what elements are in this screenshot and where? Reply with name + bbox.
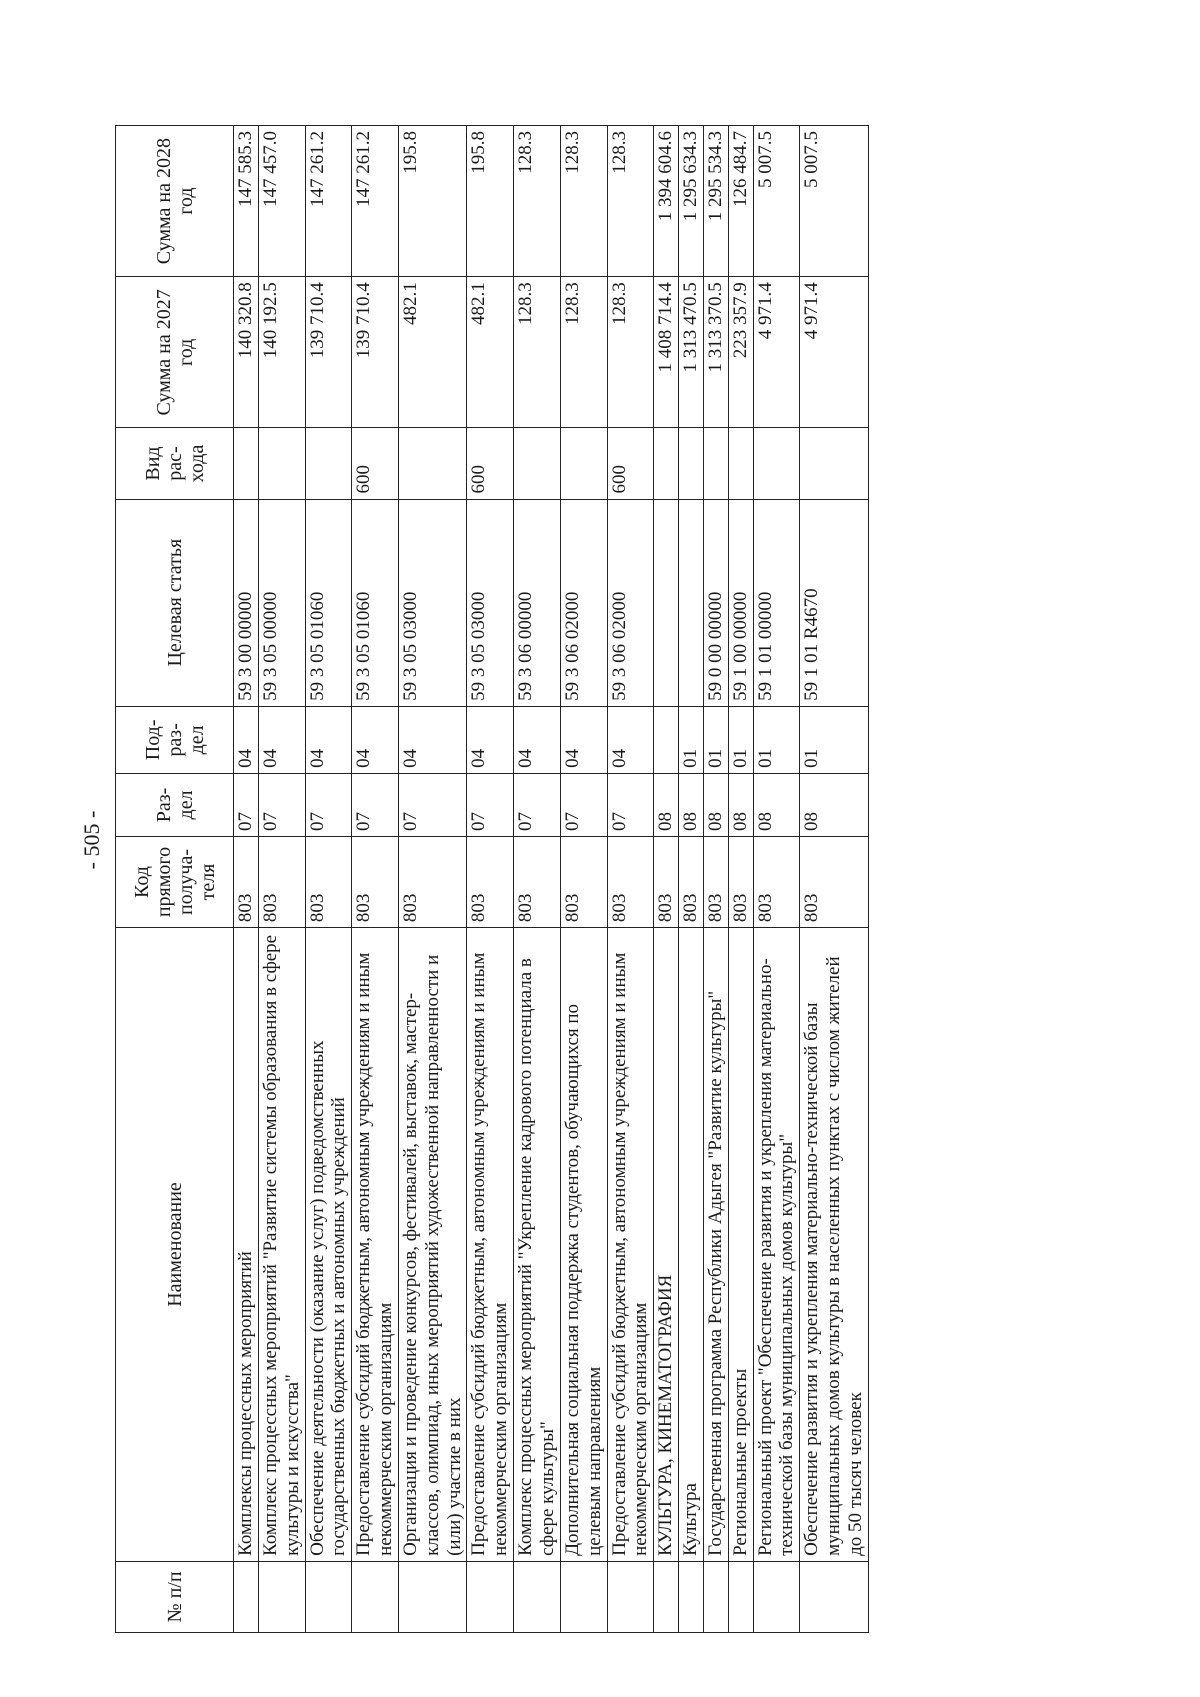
cell-expense-type (703, 428, 728, 499)
cell-expense-type: 600 (607, 428, 654, 499)
cell-podrazdel: 04 (398, 706, 467, 773)
cell-name: Региональный проект "Обеспечение развития и укрепления материально-технической базы муниципальных домов культуры" (753, 928, 800, 1562)
cell-podrazdel: 04 (607, 706, 654, 773)
cell-sum-2027: 140 320.8 (234, 277, 259, 428)
cell-sum-2028: 147 457.0 (258, 126, 305, 277)
cell-podrazdel: 04 (467, 706, 514, 773)
cell-target-article (679, 499, 704, 706)
header-razdel: Раз-дел (116, 773, 234, 836)
cell-sum-2027: 139 710.4 (305, 277, 352, 428)
cell-code: 803 (679, 836, 704, 927)
cell-razdel: 07 (514, 773, 561, 836)
cell-num (352, 1561, 399, 1632)
cell-num (560, 1561, 607, 1632)
table-row (703, 126, 728, 1633)
cell-target-article: 59 3 06 02000 (560, 499, 607, 706)
cell-num (728, 1561, 753, 1632)
cell-sum-2027: 139 710.4 (352, 277, 399, 428)
header-code: Код прямого получа-теля (116, 836, 234, 927)
table-row (398, 126, 467, 1633)
cell-code: 803 (703, 836, 728, 927)
cell-sum-2027: 482.1 (467, 277, 514, 428)
cell-sum-2028: 126 484.7 (728, 126, 753, 277)
table-row (607, 126, 654, 1633)
cell-name: Комплексы процессных мероприятий (234, 928, 259, 1562)
cell-podrazdel (654, 706, 679, 773)
cell-target-article: 59 3 05 00000 (258, 499, 305, 706)
cell-target-article (654, 499, 679, 706)
cell-razdel: 07 (258, 773, 305, 836)
cell-expense-type (258, 428, 305, 499)
cell-code: 803 (753, 836, 800, 927)
cell-razdel: 07 (234, 773, 259, 836)
table-header-row (116, 126, 234, 1633)
cell-razdel: 08 (703, 773, 728, 836)
cell-code: 803 (234, 836, 259, 927)
table-row (560, 126, 607, 1633)
cell-code: 803 (467, 836, 514, 927)
cell-sum-2028: 147 585.3 (234, 126, 259, 277)
cell-name: Организация и проведение конкурсов, фестивалей, выставок, мастер-классов, олимпиад, иных мероприятий художественной направленности и (или) участие в них (398, 928, 467, 1562)
cell-sum-2027: 1 408 714.4 (654, 277, 679, 428)
cell-name: Предоставление субсидий бюджетным, автономным учреждениям и иным некоммерческим организациям (352, 928, 399, 1562)
cell-name: Дополнительная социальная поддержка студентов, обучающихся по целевым направлениям (560, 928, 607, 1562)
cell-num (800, 1561, 869, 1632)
cell-name: КУЛЬТУРА, КИНЕМАТОГРАФИЯ (654, 928, 679, 1562)
cell-podrazdel: 04 (305, 706, 352, 773)
table-row (800, 126, 869, 1633)
cell-code: 803 (352, 836, 399, 927)
cell-target-article: 59 3 06 02000 (607, 499, 654, 706)
cell-num (703, 1561, 728, 1632)
cell-podrazdel: 01 (703, 706, 728, 773)
cell-expense-type (398, 428, 467, 499)
cell-expense-type (234, 428, 259, 499)
cell-sum-2028: 195.8 (467, 126, 514, 277)
cell-razdel: 08 (654, 773, 679, 836)
cell-expense-type: 600 (352, 428, 399, 499)
cell-sum-2027: 482.1 (398, 277, 467, 428)
cell-num (467, 1561, 514, 1632)
cell-sum-2027: 4 971.4 (800, 277, 869, 428)
cell-expense-type (800, 428, 869, 499)
table-row (753, 126, 800, 1633)
cell-podrazdel: 04 (258, 706, 305, 773)
cell-sum-2027: 4 971.4 (753, 277, 800, 428)
cell-target-article: 59 3 05 01060 (352, 499, 399, 706)
cell-sum-2027: 128.3 (514, 277, 561, 428)
budget-table (115, 125, 869, 1633)
cell-razdel: 08 (753, 773, 800, 836)
cell-razdel: 07 (560, 773, 607, 836)
cell-sum-2028: 1 295 634.3 (679, 126, 704, 277)
cell-sum-2027: 128.3 (607, 277, 654, 428)
cell-num (607, 1561, 654, 1632)
cell-code: 803 (305, 836, 352, 927)
cell-expense-type (728, 428, 753, 499)
cell-razdel: 08 (800, 773, 869, 836)
cell-podrazdel: 01 (728, 706, 753, 773)
table-row (234, 126, 259, 1633)
cell-num (258, 1561, 305, 1632)
cell-target-article: 59 3 06 00000 (514, 499, 561, 706)
cell-num (305, 1561, 352, 1632)
cell-code: 803 (607, 836, 654, 927)
cell-razdel: 07 (398, 773, 467, 836)
cell-podrazdel: 04 (234, 706, 259, 773)
cell-target-article: 59 1 01 R4670 (800, 499, 869, 706)
cell-sum-2027: 1 313 470.5 (679, 277, 704, 428)
cell-sum-2028: 128.3 (607, 126, 654, 277)
cell-target-article: 59 3 05 03000 (398, 499, 467, 706)
table-row (305, 126, 352, 1633)
table-row (728, 126, 753, 1633)
cell-sum-2028: 147 261.2 (352, 126, 399, 277)
header-sum-2027: Сумма на 2027 год (116, 277, 234, 428)
cell-sum-2028: 128.3 (514, 126, 561, 277)
cell-sum-2028: 1 394 604.6 (654, 126, 679, 277)
cell-code: 803 (728, 836, 753, 927)
cell-sum-2027: 128.3 (560, 277, 607, 428)
cell-razdel: 07 (305, 773, 352, 836)
cell-razdel: 07 (607, 773, 654, 836)
cell-expense-type (753, 428, 800, 499)
header-num: № п/п (116, 1561, 234, 1632)
table-container (115, 125, 1165, 1633)
cell-num (234, 1561, 259, 1632)
cell-target-article: 59 3 05 03000 (467, 499, 514, 706)
cell-razdel: 08 (728, 773, 753, 836)
cell-num (753, 1561, 800, 1632)
cell-target-article: 59 1 01 00000 (753, 499, 800, 706)
cell-sum-2028: 128.3 (560, 126, 607, 277)
cell-podrazdel: 04 (352, 706, 399, 773)
cell-num (398, 1561, 467, 1632)
cell-sum-2027: 223 357.9 (728, 277, 753, 428)
cell-podrazdel: 01 (679, 706, 704, 773)
cell-target-article: 59 0 00 00000 (703, 499, 728, 706)
cell-num (679, 1561, 704, 1632)
cell-expense-type: 600 (467, 428, 514, 499)
cell-expense-type (654, 428, 679, 499)
cell-sum-2028: 5 007.5 (753, 126, 800, 277)
cell-razdel: 07 (352, 773, 399, 836)
table-row (258, 126, 305, 1633)
cell-num (514, 1561, 561, 1632)
cell-name: Региональные проекты (728, 928, 753, 1562)
cell-sum-2028: 5 007.5 (800, 126, 869, 277)
cell-name: Предоставление субсидий бюджетным, автономным учреждениям и иным некоммерческим организациям (467, 928, 514, 1562)
cell-code: 803 (398, 836, 467, 927)
cell-num (654, 1561, 679, 1632)
cell-name: Комплекс процессных мероприятий "Укрепление кадрового потенциала в сфере культуры" (514, 928, 561, 1562)
cell-code: 803 (560, 836, 607, 927)
cell-expense-type (514, 428, 561, 499)
cell-name: Предоставление субсидий бюджетным, автономным учреждениям и иным некоммерческим организациям (607, 928, 654, 1562)
cell-podrazdel: 01 (753, 706, 800, 773)
cell-podrazdel: 01 (800, 706, 869, 773)
cell-target-article: 59 3 00 00000 (234, 499, 259, 706)
cell-name: Комплекс процессных мероприятий "Развитие системы образования в сфере культуры и искусства" (258, 928, 305, 1562)
cell-code: 803 (514, 836, 561, 927)
cell-expense-type (305, 428, 352, 499)
header-podrazdel: Под-раз-дел (116, 706, 234, 773)
cell-podrazdel: 04 (514, 706, 561, 773)
header-sum-2028: Сумма на 2028 год (116, 126, 234, 277)
cell-target-article: 59 3 05 01060 (305, 499, 352, 706)
cell-name: Государственная программа Республики Адыгея "Развитие культуры" (703, 928, 728, 1562)
cell-sum-2028: 1 295 534.3 (703, 126, 728, 277)
table-row (467, 126, 514, 1633)
table-body (234, 126, 869, 1633)
cell-sum-2028: 195.8 (398, 126, 467, 277)
table-row (514, 126, 561, 1633)
header-name: Наименование (116, 928, 234, 1562)
table-row (352, 126, 399, 1633)
cell-expense-type (679, 428, 704, 499)
cell-code: 803 (800, 836, 869, 927)
cell-name: Обеспечение деятельности (оказание услуг) подведомственных государственных бюджетных и автономных учреждений (305, 928, 352, 1562)
header-expense-type: Вид рас-хода (116, 428, 234, 499)
table-row (679, 126, 704, 1633)
cell-podrazdel: 04 (560, 706, 607, 773)
cell-sum-2027: 140 192.5 (258, 277, 305, 428)
cell-expense-type (560, 428, 607, 499)
cell-razdel: 07 (467, 773, 514, 836)
page-number: - 505 - (79, 810, 104, 870)
table-row (654, 126, 679, 1633)
cell-code: 803 (258, 836, 305, 927)
header-target-article: Целевая статья (116, 499, 234, 706)
cell-name: Культура (679, 928, 704, 1562)
cell-razdel: 08 (679, 773, 704, 836)
cell-target-article: 59 1 00 00000 (728, 499, 753, 706)
cell-name: Обеспечение развития и укрепления материально-технической базы муниципальных домов культуры в населенных пунктах с числом жителей до 50 тысяч человек (800, 928, 869, 1562)
cell-sum-2027: 1 313 370.5 (703, 277, 728, 428)
cell-sum-2028: 147 261.2 (305, 126, 352, 277)
cell-code: 803 (654, 836, 679, 927)
